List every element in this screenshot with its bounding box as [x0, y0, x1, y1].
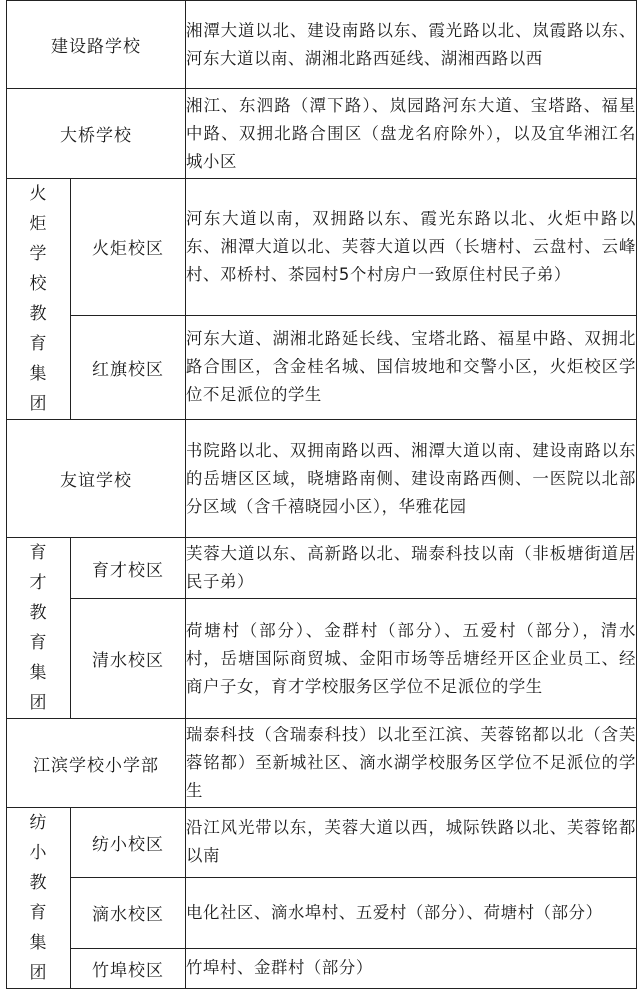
campus-area: 电化社区、滴水埠村、五爱村（部分）、荷塘村（部分） — [186, 877, 637, 948]
campus-name: 火炬校区 — [71, 179, 186, 316]
school-area: 瑞泰科技（含瑞泰科技）以北至江滨、芙蓉铭都以北（含芙蓉铭都）至新城社区、滴水湖学校服务区学位不足派位的学生 — [186, 719, 637, 808]
table-row — [7, 808, 637, 878]
table-row — [7, 948, 637, 988]
school-name: 友谊学校 — [7, 420, 186, 538]
campus-name: 滴水校区 — [71, 877, 186, 948]
school-area: 湘潭大道以北、建设南路以东、霞光路以北、岚霞路以东、河东大道以南、湖湘北路西延线、湖湘西路以西 — [186, 1, 637, 89]
group-name: 育才教育集团 — [7, 538, 71, 719]
table-row — [7, 877, 637, 948]
school-area: 湘江、东泗路（潭下路）、岚园路河东大道、宝塔路、福星中路、双拥北路合围区（盘龙名府除外），以及宜华湘江名城小区 — [186, 89, 637, 179]
campus-area: 芙蓉大道以东、高新路以北、瑞泰科技以南（非板塘街道居民子弟） — [186, 538, 637, 599]
school-name: 大桥学校 — [7, 89, 186, 179]
campus-area: 河东大道以南，双拥路以东、霞光东路以北、火炬中路以东、湘潭大道以北、芙蓉大道以西（长塘村、云盘村、云峰村、邓桥村、茶园村5个村房户一致原住村民子弟） — [186, 179, 637, 316]
group-name: 纺小教育集团 — [7, 808, 71, 989]
campus-area: 竹埠村、金群村（部分） — [186, 948, 637, 988]
campus-area: 荷塘村（部分）、金群村（部分）、五爱村（部分），清水村，岳塘国际商贸城、金阳市场等岳塘经开区企业员工、经商户子女，育才学校服务区学位不足派位的学生 — [186, 599, 637, 719]
campus-name: 育才校区 — [71, 538, 186, 599]
table-row — [7, 719, 637, 808]
table-row — [7, 89, 637, 179]
campus-name: 红旗校区 — [71, 315, 186, 419]
campus-area: 沿江风光带以东，芙蓉大道以西，城际铁路以北、芙蓉铭都以南 — [186, 808, 637, 878]
campus-area: 河东大道、湖湘北路延长线、宝塔北路、福星中路、双拥北路合围区，含金桂名城、国信坡地和交警小区，火炬校区学位不足派位的学生 — [186, 315, 637, 419]
table-row — [7, 420, 637, 538]
table-row — [7, 538, 637, 599]
table-row — [7, 315, 637, 419]
school-name: 建设路学校 — [7, 1, 186, 89]
campus-name: 竹埠校区 — [71, 948, 186, 988]
table-row — [7, 599, 637, 719]
campus-name: 纺小校区 — [71, 808, 186, 878]
school-area: 书院路以北、双拥南路以西、湘潭大道以南、建设南路以东的岳塘区区域，晓塘路南侧、建设南路西侧、一医院以北部分区域（含千禧晓园小区），华雅花园 — [186, 420, 637, 538]
school-zone-table — [6, 0, 637, 989]
campus-name: 清水校区 — [71, 599, 186, 719]
school-name: 江滨学校小学部 — [7, 719, 186, 808]
table-row — [7, 1, 637, 89]
group-name: 火炬学校教育集团 — [7, 179, 71, 420]
table-row — [7, 179, 637, 316]
